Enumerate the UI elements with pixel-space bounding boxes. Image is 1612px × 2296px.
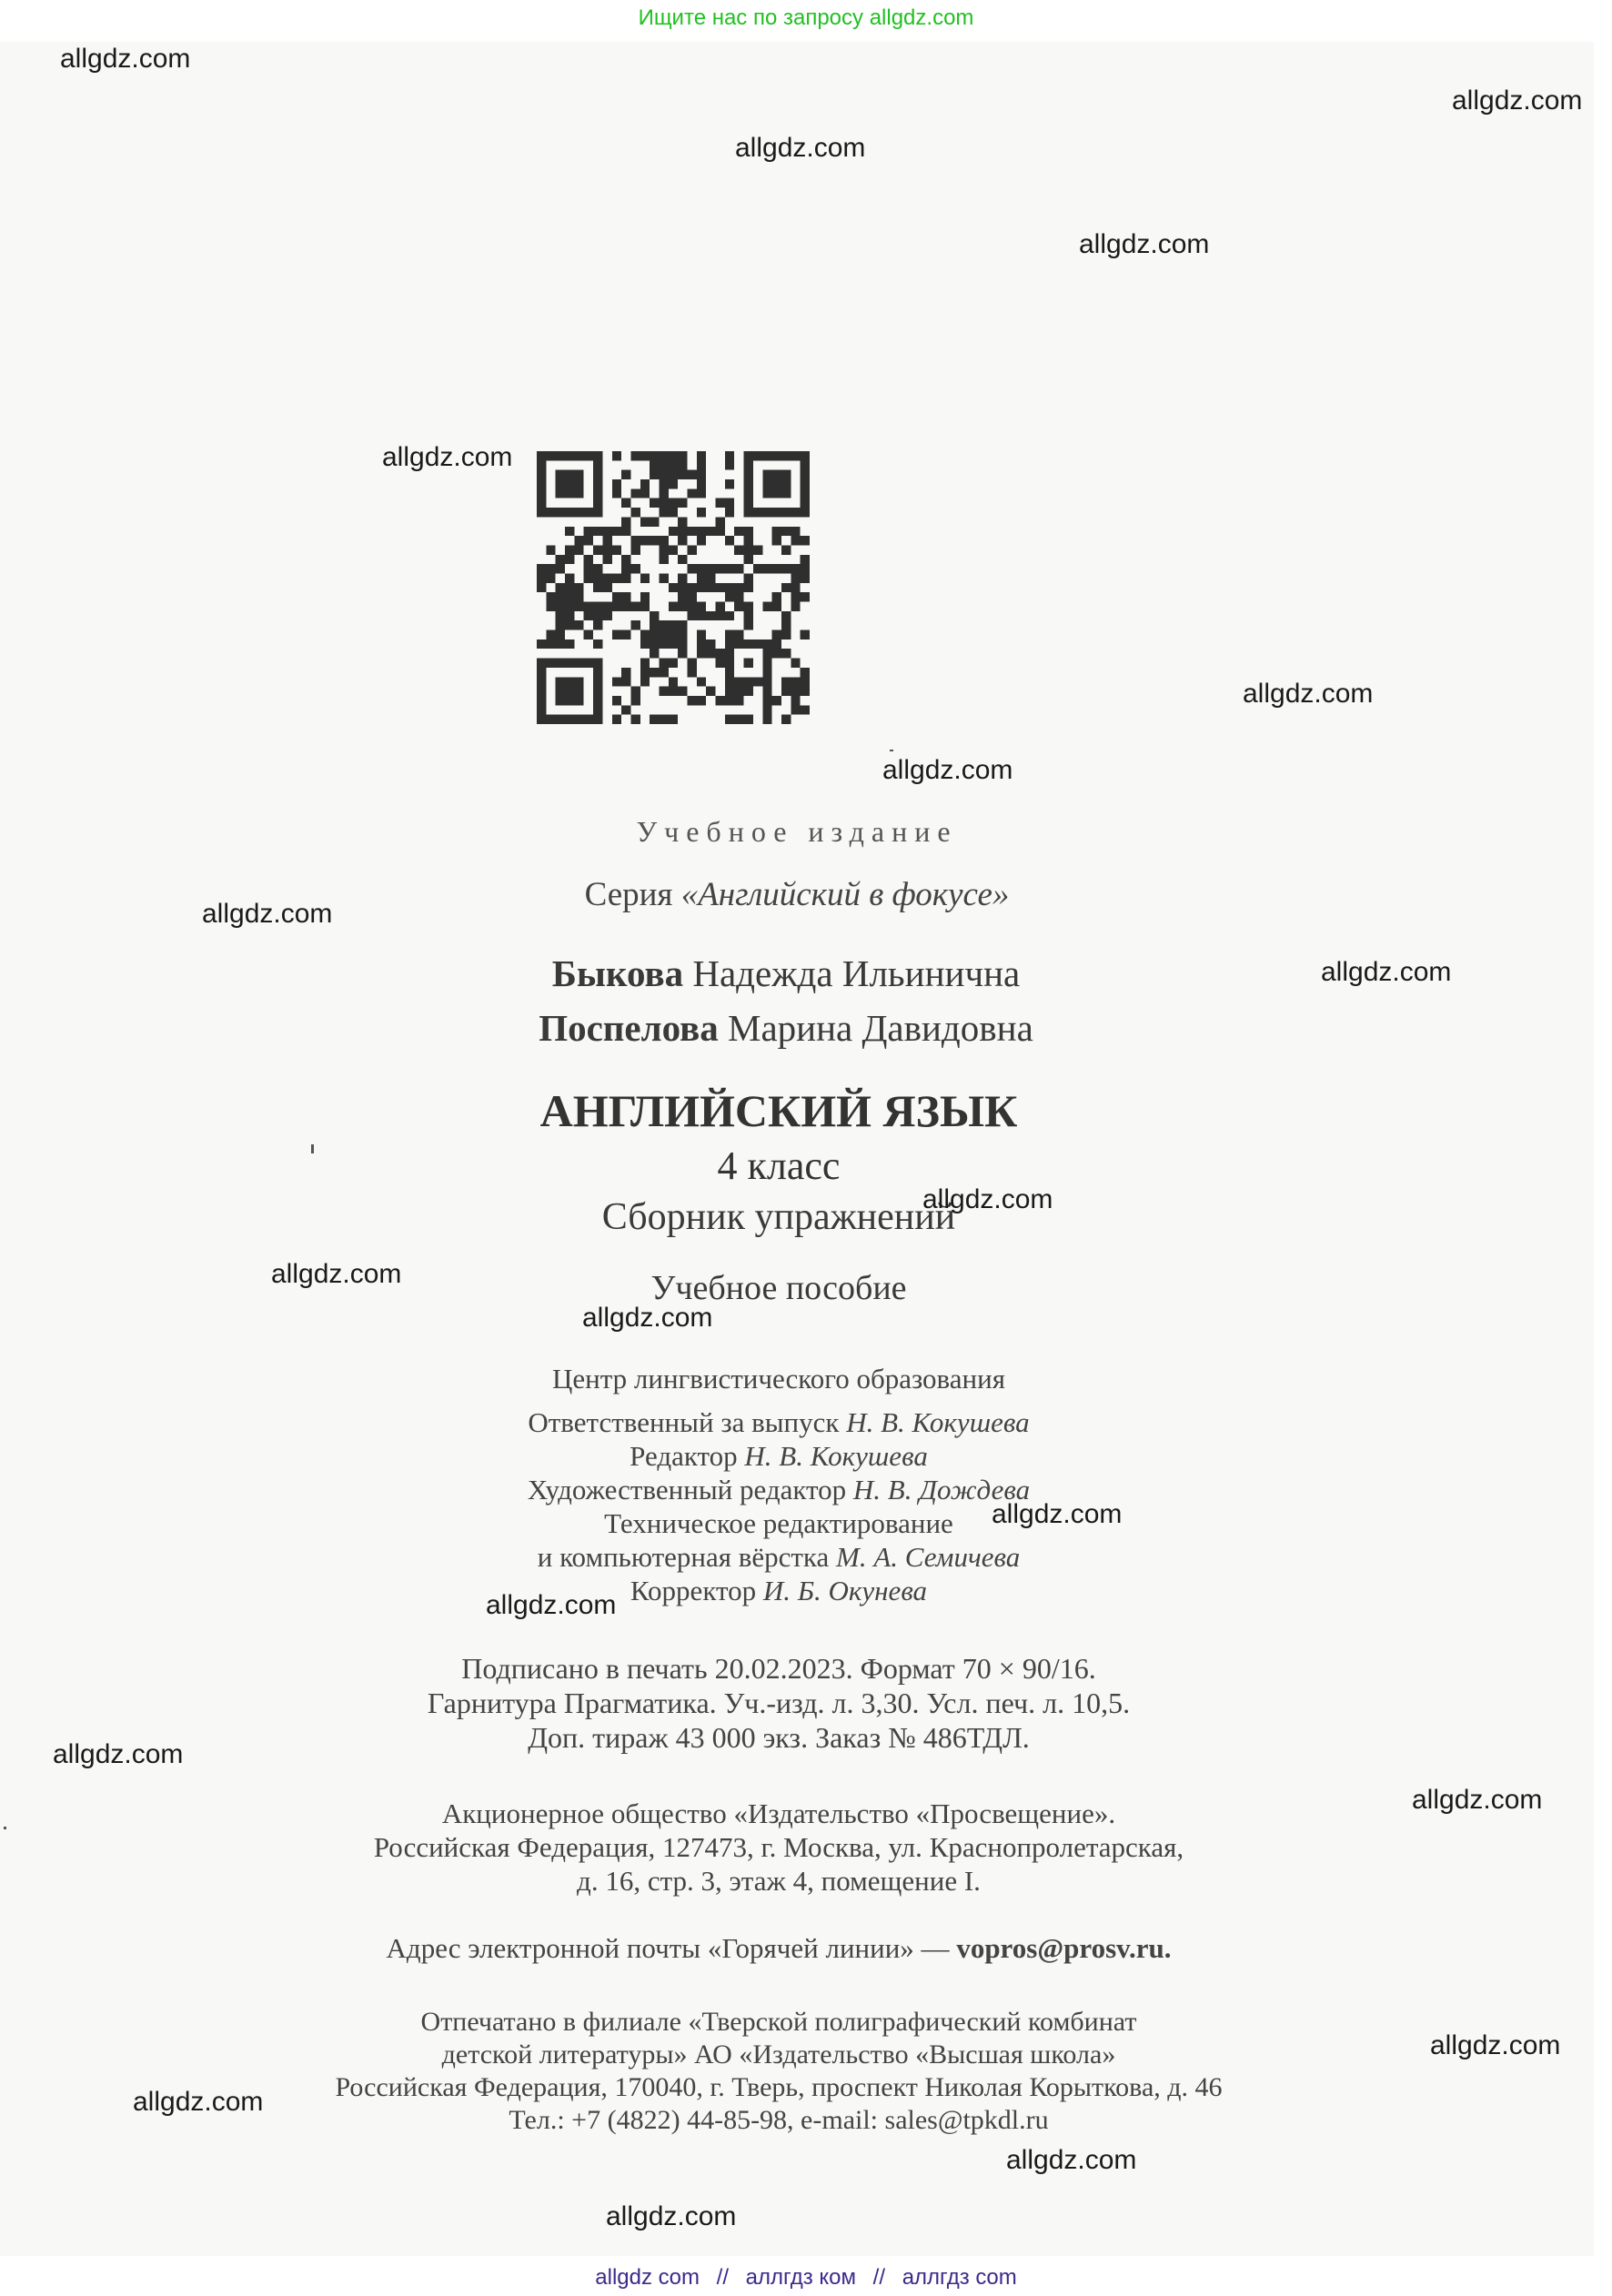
hotline-email: vopros@prosv.ru. [956, 1932, 1172, 1964]
watermark-text: allgdz.com [582, 1303, 713, 1333]
watermark-text: allgdz.com [271, 1259, 402, 1289]
watermark-text: allgdz.com [882, 755, 1013, 785]
watermark-text: allgdz.com [606, 2201, 737, 2231]
credit-person: М. А. Семичева [836, 1541, 1021, 1573]
credit-person: Н. В. Кокушева [846, 1406, 1030, 1438]
publisher-line: д. 16, стр. 3, этаж 4, помещение I. [577, 1865, 981, 1897]
watermark-text: allgdz.com [1452, 86, 1583, 116]
watermark-text: allgdz.com [382, 442, 513, 472]
author-1-surname: Быкова [551, 952, 684, 994]
credit-person: Н. В. Кокушева [744, 1440, 928, 1472]
hotline-line [0, 1932, 1576, 1965]
credit-person: Н. В. Дождева [852, 1474, 1031, 1505]
watermark-text: allgdz.com [60, 44, 191, 74]
bottom-separator: // [872, 2265, 886, 2290]
watermark-text: allgdz.com [1321, 957, 1452, 987]
scan-speck [311, 1144, 314, 1153]
bottom-link[interactable]: allgdz com [595, 2265, 700, 2290]
credit-role: Техническое редактирование [604, 1507, 953, 1539]
print-info-line: Доп. тираж 43 000 экз. Заказ № 486ТДЛ. [528, 1721, 1030, 1754]
credit-line [0, 1440, 1576, 1473]
watermark-text: allgdz.com [1412, 1785, 1543, 1815]
watermark-text: allgdz.com [992, 1499, 1123, 1529]
series-name: «Английский в фокусе» [680, 876, 1010, 913]
top-banner[interactable]: Ищите нас по запросу allgdz.com [638, 5, 974, 30]
book-grade: 4 класс [717, 1143, 841, 1188]
bottom-banner[interactable] [0, 2260, 1612, 2296]
credit-line [0, 1575, 1576, 1607]
book-title: АНГЛИЙСКИЙ ЯЗЫК [539, 1085, 1018, 1136]
book-subtitle: Сборник упражнений [601, 1196, 956, 1238]
author-2 [0, 1006, 1583, 1050]
print-info-line: Гарнитура Прагматика. Уч.-изд. л. 3,30. Усл. печ. л. 10,5. [427, 1687, 1131, 1719]
publisher-line: Акционерное общество «Издательство «Просвещение». [441, 1798, 1116, 1829]
printer-line: Отпечатано в филиале «Тверской полиграфический комбинат [420, 2007, 1137, 2037]
publisher-line: Российская Федерация, 127473, г. Москва, ул. Краснопролетарская, [373, 1831, 1184, 1863]
watermark-text: allgdz.com [133, 2087, 264, 2117]
scan-speck [890, 750, 893, 751]
document-page [0, 42, 1594, 2256]
scan-speck [4, 1827, 6, 1829]
credit-role: Ответственный за выпуск [528, 1406, 840, 1438]
watermark-text: allgdz.com [486, 1590, 617, 1620]
author-2-surname: Поспелова [539, 1007, 719, 1049]
author-2-name: Марина Давидовна [727, 1007, 1033, 1049]
bottom-separator: // [716, 2265, 729, 2290]
qr-code [537, 451, 810, 724]
center-name: Центр лингвистического образования [552, 1363, 1005, 1395]
credit-line [0, 1474, 1576, 1506]
author-1-name: Надежда Ильинична [692, 952, 1021, 994]
hotline-label: Адрес электронной почты «Горячей линии» — [386, 1932, 950, 1964]
watermark-text: allgdz.com [1079, 229, 1210, 259]
edition-type: Учебное издание [636, 815, 958, 848]
bottom-link[interactable]: аллгдз com [902, 2265, 1017, 2290]
credit-role: Корректор [630, 1575, 757, 1606]
watermark-text: allgdz.com [202, 899, 333, 929]
watermark-text: allgdz.com [1430, 2030, 1561, 2060]
watermark-text: allgdz.com [1243, 679, 1374, 709]
watermark-text: allgdz.com [1006, 2145, 1137, 2175]
book-type: Учебное пособие [650, 1269, 907, 1307]
credit-line [0, 1406, 1576, 1439]
printer-line: детской литературы» АО «Издательство «Высшая школа» [441, 2039, 1116, 2069]
credit-role: Художественный редактор [527, 1474, 847, 1505]
print-info-line: Подписано в печать 20.02.2023. Формат 70 × 90/16. [461, 1652, 1096, 1685]
credit-role: и компьютерная вёрстка [537, 1541, 830, 1573]
bottom-link[interactable]: аллгдз ком [745, 2265, 856, 2290]
watermark-text: allgdz.com [922, 1184, 1053, 1214]
credit-role: Редактор [630, 1440, 738, 1472]
series-prefix: Серия [584, 876, 673, 913]
watermark-text: allgdz.com [735, 133, 866, 163]
credit-line [0, 1507, 1576, 1540]
watermark-text: allgdz.com [53, 1739, 184, 1769]
printer-line: Российская Федерация, 170040, г. Тверь, проспект Николая Корыткова, д. 46 [335, 2072, 1223, 2102]
credit-line [0, 1541, 1576, 1574]
credit-person: И. Б. Окунева [762, 1575, 928, 1606]
printer-line: Тел.: +7 (4822) 44-85-98, e-mail: sales@tpkdl.ru [509, 2105, 1049, 2135]
